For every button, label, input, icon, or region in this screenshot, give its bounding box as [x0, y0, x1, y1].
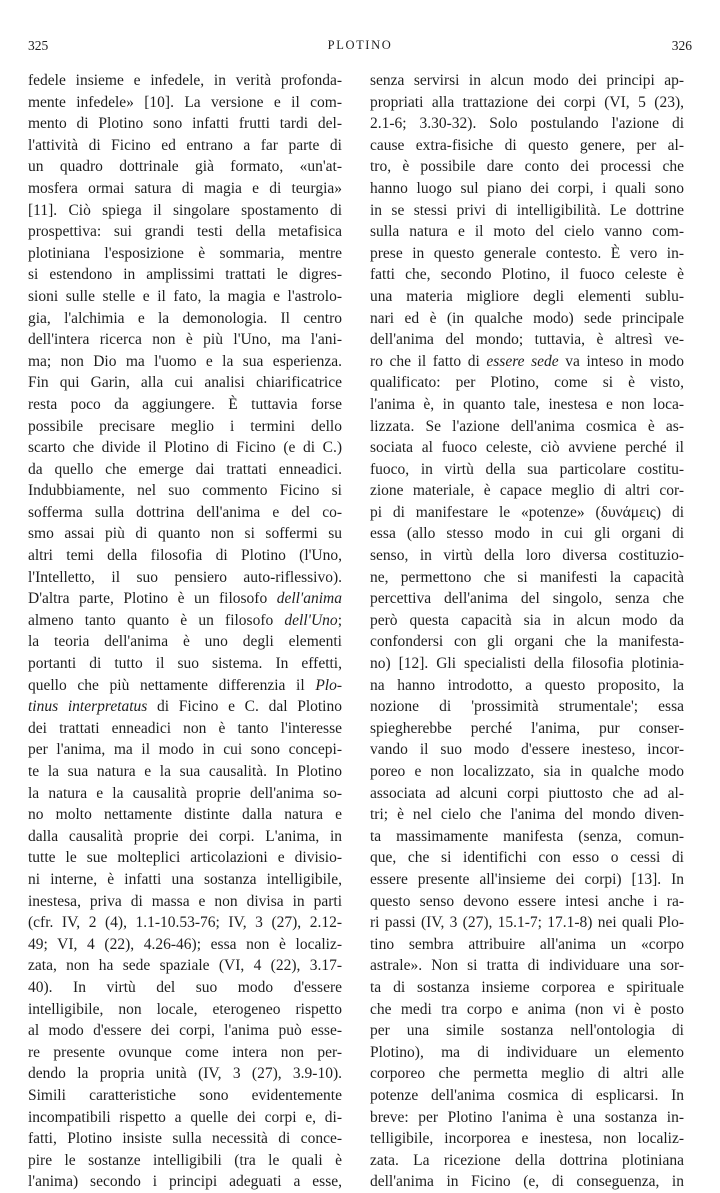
line-segment: D'altra parte, Plotino è un filosofo [28, 590, 277, 608]
text-line: la teoria dell'anima è uno degli elementi [28, 633, 342, 651]
text-line: plotiniana l'esposizione è sommaria, mentre [28, 244, 342, 262]
text-line: Indubbiamente, nel suo commento Ficino si [28, 482, 342, 500]
text-line: incompatibili rispetto a quelle dei corpi e, di- [28, 1108, 342, 1126]
text-line: scarto che divide il Plotino di Ficino (e di C.) [28, 439, 342, 457]
text-line: smo assai più di quanto non si soffermi su [28, 525, 342, 543]
text-line: però questa capacità sia in alcun modo da [370, 611, 684, 629]
text-line: propriati alla trattazione dei corpi (VI, 5 (23), [370, 93, 684, 111]
text-line: essere presente all'insieme dei corpi) [13]. In [370, 870, 684, 888]
text-line: nari ed è (in qualche modo) sede principale [370, 309, 684, 327]
text-line: inestesa, priva di massa e non divisa in parti [28, 892, 342, 910]
text-line: che medi tra corpo e anima (non vi è posto [370, 1000, 684, 1018]
text-line: nozione di 'prossimità strumentale'; essa [370, 698, 684, 716]
text-line: la natura e la causalità proprie dell'anima so- [28, 784, 342, 802]
text-line: resta poco da aggiungere. È tuttavia forse [28, 395, 342, 413]
text-line: l'anima) secondo i principi adeguati a esse, [28, 1173, 342, 1191]
text-line: sulla natura e il moto del cielo vanno com- [370, 223, 684, 241]
text-line: si estendono in amplissimi trattati le digres- [28, 266, 342, 284]
text-line: intelligibile, non locale, eterogeneo rispetto [28, 1000, 342, 1018]
text-line: senza servirsi in alcun modo dei principi ap- [370, 72, 684, 89]
text-line: breve: per Plotino l'anima è una sostanza in- [370, 1108, 684, 1126]
text-line: Simili caratteristiche sono evidentemente [28, 1086, 342, 1104]
line-segment: quello che più nettamente differenzia il [28, 676, 316, 694]
page-number-left: 325 [28, 38, 49, 53]
line-segment: di Ficino e C. dal Plotino [147, 698, 342, 716]
left-column [28, 70, 342, 1193]
text-line: essa (allo stesso modo in cui gli organi di [370, 525, 684, 543]
text-line: sioni sulle stelle e il fato, la magia e l'astrolo- [28, 287, 342, 305]
text-line: vando il suo modo d'essere inesteso, incor- [370, 741, 684, 759]
text-line: hanno luogo sul piano dei corpi, i quali sono [370, 179, 684, 197]
text-line: l'anima è, in quanto tale, inestesa e non loca- [370, 395, 684, 413]
text-line: Plotino), ma di individuare un elemento [370, 1043, 684, 1061]
right-column [370, 70, 684, 1193]
text-line: portanti di tutto il suo sistema. In effetti, [28, 655, 342, 673]
text-line: re presente ovunque come intera non per- [28, 1043, 342, 1061]
text-line: zata, non ha sede spaziale (VI, 4 (22), 3.17- [28, 957, 342, 975]
text-line: mento di Plotino sono infatti frutti tardi del- [28, 115, 342, 133]
text-line: potenze dell'anima cosmica di esplicarsi. In [370, 1086, 684, 1104]
text-line: 40). In virtù del suo modo d'essere [28, 978, 342, 996]
italic-term: tinus interpretatus [28, 698, 148, 716]
page-number-right: 326 [671, 38, 692, 53]
text-line: tri; è nel cielo che l'anima del mondo diven- [370, 806, 684, 824]
text-line: ma; non Dio ma l'uomo e la sua esperienza. [28, 352, 342, 370]
text-line: dalla causalità proprie dei corpi. L'anima, in [28, 827, 342, 845]
text-line: prese in questo generale contesto. È vero in- [370, 244, 684, 262]
text-line: telligibile, incorporea e inestesa, non localiz- [370, 1130, 684, 1148]
text-line: (cfr. IV, 2 (4), 1.1-10.53-76; IV, 3 (27), 2.12- [28, 914, 342, 932]
text-line: spiegherebbe perché l'anima, pur conser- [370, 719, 684, 737]
text-line: prospettiva: sui grandi testi della metafisica [28, 223, 342, 241]
text-line: questo senso devono essere intesi anche i ra- [370, 892, 684, 910]
text-line [28, 588, 342, 610]
text-line: pire le sostanze intelligibili (tra le quali è [28, 1151, 342, 1169]
text-line: dell'intera ricerca non è più l'Uno, ma l'ani- [28, 331, 342, 349]
text-line: pi di manifestare le «potenze» (δυνάμεις) di [370, 503, 684, 521]
text-line: mosfera ormai satura di magia e di teurgia» [28, 179, 342, 197]
page-header [28, 38, 692, 58]
text-line: zata. La ricezione della dottrina plotiniana [370, 1151, 684, 1169]
text-line: l'Intelletto, il suo pensiero auto-riflessivo). [28, 568, 342, 586]
text-line: 49; VI, 4 (22), 4.26-46); essa non è localiz- [28, 935, 342, 953]
text-line: l'attività di Ficino ed entrano a far parte di [28, 136, 342, 154]
text-line: sofferma sulla dottrina dell'anima e del co- [28, 503, 342, 521]
text-line: fedele insieme e infedele, in verità profonda- [28, 72, 342, 89]
text-line: gia, l'alchimia e la demonologia. Il centro [28, 309, 342, 327]
text-line: ni interne, è infatti una sostanza intelligibile, [28, 870, 342, 888]
text-line: dell'anima in Ficino (e, di conseguenza, in [370, 1173, 684, 1191]
running-head: PLOTINO [327, 38, 393, 52]
text-line: dell'anima del mondo; tuttavia, è altresì ve- [370, 331, 684, 349]
text-line: na hanno introdotto, a questo proposito, la [370, 676, 684, 694]
text-line: tutte le sue molteplici articolazioni e divisio- [28, 849, 342, 867]
text-line: al modo d'essere dei corpi, l'anima può esse- [28, 1022, 342, 1040]
text-line: cause extra-fisiche di questo genere, per al- [370, 136, 684, 154]
text-line: ta di sostanza insieme corporea e spirituale [370, 978, 684, 996]
text-line: per l'anima, ma il modo in cui sono concepi- [28, 741, 342, 759]
text-line [28, 675, 342, 697]
text-line: fatti, Plotino insiste sulla necessità di conce- [28, 1130, 342, 1148]
text-line: no molto nettamente distinte dalla natura e [28, 806, 342, 824]
text-line: no) [12]. Gli specialisti della filosofia plotinia- [370, 655, 684, 673]
text-line: fatti che, secondo Plotino, il fuoco celeste è [370, 266, 684, 284]
text-line: tro, è possibile dare conto dei processi che [370, 158, 684, 176]
text-line: zione materiale, è capace meglio di altri cor- [370, 482, 684, 500]
text-line: te la sua natura e la sua causalità. In Plotino [28, 763, 342, 780]
text-line: ne, permettono che si manifesti la capacità [370, 568, 684, 586]
text-line: que, che si identifichi con esso o cessi di [370, 849, 684, 867]
text-line: poreo e non localizzato, sia in qualche modo [370, 763, 684, 780]
text-line: 2.1-6; 3.30-32). Solo postulando l'azione di [370, 115, 684, 133]
text-line: una materia migliore degli elementi sublu- [370, 287, 684, 305]
line-segment: va inteso in modo [558, 352, 684, 370]
text-line: dendo la propria unità (IV, 3 (27), 3.9-10). [28, 1065, 342, 1083]
text-line: astrale». Non si tratta di individuare una sor- [370, 957, 684, 975]
text-line: in se stessi privi di intelligibilità. Le dottrine [370, 201, 684, 219]
text-line: un quadro dottrinale già formato, «un'at- [28, 158, 342, 176]
text-line: fuoco, in virtù della sua particolare costitu- [370, 460, 684, 478]
text-line: mente infedele» [10]. La versione e il com- [28, 93, 342, 111]
text-line: altri temi della filosofia di Plotino (l'Uno, [28, 547, 342, 565]
text-line: confondersi con gli organi che la manifesta- [370, 633, 684, 651]
text-line [28, 610, 342, 632]
text-line: Fin qui Garin, alla cui analisi chiarificatrice [28, 374, 342, 392]
text-line: ri passi (IV, 3 (27), 15.1-7; 17.1-8) nei quali Plo- [370, 914, 684, 932]
text-line: possibile precisare meglio i termini dello [28, 417, 342, 435]
text-line [370, 351, 684, 373]
italic-term: dell'Uno [284, 611, 338, 629]
text-line: da quello che emerge dai trattati enneadici. [28, 460, 342, 478]
text-line: tino sembra attribuire all'anima un «corpo [370, 935, 684, 953]
text-line: qualificato: per Plotino, come si è visto, [370, 374, 684, 392]
italic-term: essere sede [486, 352, 559, 370]
text-line: ta massimamente manifesta (senza, comun- [370, 827, 684, 845]
text-line: per una simile sostanza nell'ontologia di [370, 1022, 684, 1040]
text-line: lizzata. Se l'azione dell'anima cosmica è as- [370, 417, 684, 435]
line-segment: almeno tanto quanto è un filosofo [28, 611, 285, 629]
italic-term: dell'anima [276, 590, 342, 608]
line-segment: ; [337, 611, 342, 629]
italic-term: Plo- [315, 676, 342, 694]
text-line: associata ad alcuni corpi piuttosto che ad al- [370, 784, 684, 802]
text-line: dei trattati enneadici non è tanto l'interesse [28, 719, 342, 737]
text-line: senso, in virtù della loro diversa costituzio- [370, 547, 684, 565]
text-line: percettiva dell'anima del singolo, senza che [370, 590, 684, 608]
line-segment: ro che il fatto di [370, 352, 487, 370]
text-line: corporeo che permetta meglio di altri alle [370, 1065, 684, 1083]
text-line: [11]. Ciò spiega il singolare spostamento di [28, 201, 342, 219]
text-line: sociata al fuoco celeste, ciò avviene perché il [370, 439, 684, 457]
text-line [28, 696, 342, 718]
